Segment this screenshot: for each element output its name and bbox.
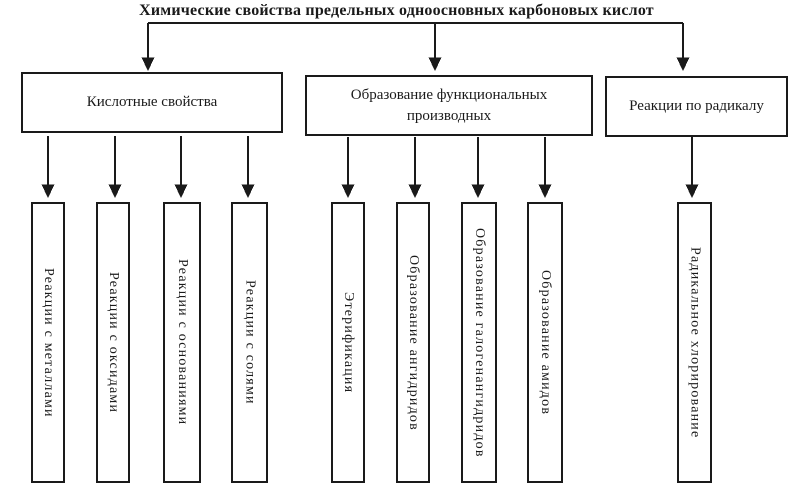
- acidic-branch-arrows: [42, 136, 255, 198]
- branch-box-functional-derivatives: [305, 75, 593, 136]
- derivatives-branch-arrows: [342, 137, 552, 198]
- leaf-box-anhydride-formation: [396, 202, 430, 483]
- leaf-label-anhydride-formation: Образование ангидридов: [406, 254, 421, 431]
- leaf-box-reactions-with-salts: [231, 202, 268, 483]
- leaf-label-esterification: Этерификация: [341, 291, 356, 394]
- branch-box-radical-reactions: [605, 76, 788, 137]
- branch-box-acidic-properties: [21, 72, 283, 133]
- leaf-box-reactions-with-metals: [31, 202, 65, 483]
- leaf-label-acid-halide-formation: Образование галогенангидридов: [472, 227, 487, 458]
- branch-label-acidic-properties: Кислотные свойства: [86, 94, 218, 111]
- leaf-label-reactions-with-bases: Реакции с основаниями: [175, 259, 190, 426]
- leaf-label-radical-chlorination: Радикальное хлорирование: [687, 246, 703, 439]
- leaf-box-esterification: [331, 202, 365, 483]
- diagram-title: Химические свойства предельных одноосновных карбоновых кислот: [139, 2, 654, 19]
- top-tree-connector: [142, 23, 690, 71]
- leaf-label-reactions-with-salts: Реакции с солями: [242, 280, 258, 405]
- leaf-box-reactions-with-oxides: [96, 202, 130, 483]
- leaf-box-amide-formation: [527, 202, 563, 483]
- branch-label-functional-derivatives: Образование функциональных производных: [350, 87, 548, 124]
- leaf-box-acid-halide-formation: [461, 202, 497, 483]
- leaf-label-reactions-with-metals: Реакции с металлами: [41, 267, 56, 418]
- leaf-box-radical-chlorination: [677, 202, 712, 483]
- radical-branch-arrow: [686, 137, 699, 198]
- leaf-label-amide-formation: Образование амидов: [538, 269, 553, 416]
- leaf-box-reactions-with-bases: [163, 202, 201, 483]
- leaf-label-reactions-with-oxides: Реакции с оксидами: [106, 271, 121, 414]
- branch-label-radical-reactions: Реакции по радикалу: [629, 98, 764, 115]
